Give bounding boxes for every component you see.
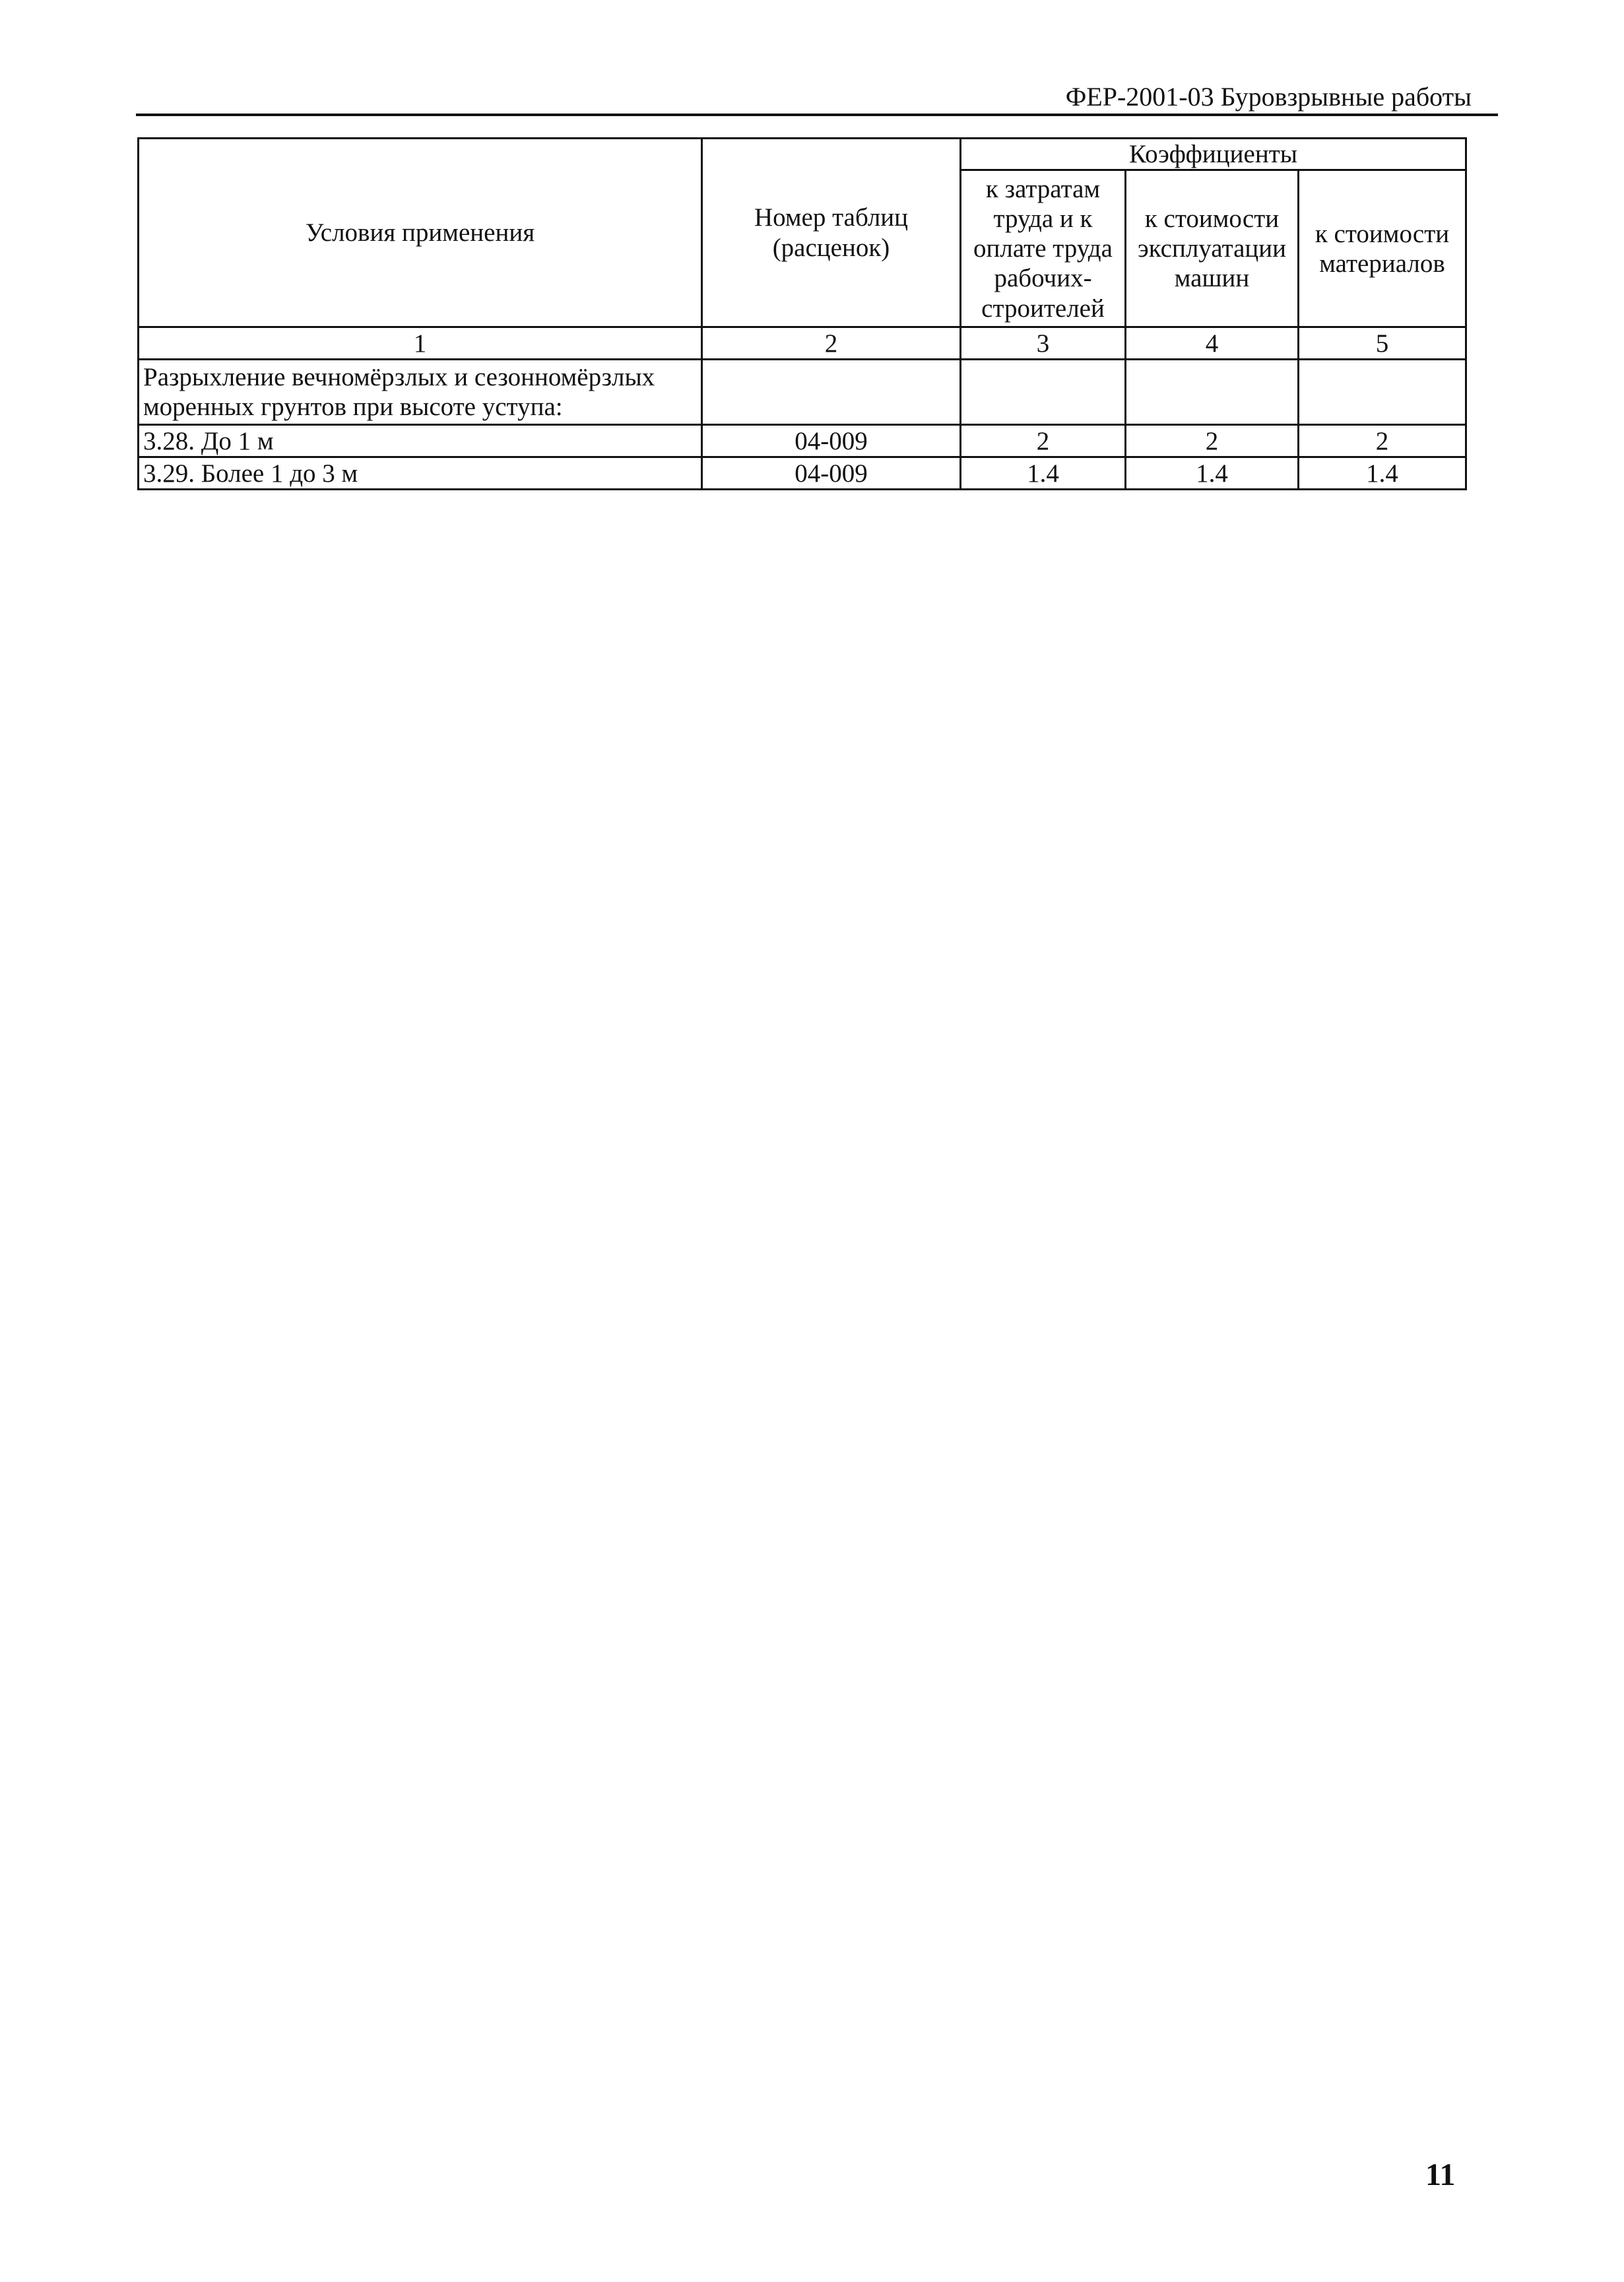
column-number-row: [139, 327, 1466, 360]
table-row: [139, 457, 1466, 490]
section-title: Разрыхление вечномёрзлых и сезонномёрзлых моренных грунтов при высоте уступа:: [139, 360, 702, 425]
empty-cell: [1299, 360, 1466, 425]
empty-cell: [702, 360, 961, 425]
condition-cell: 3.28. До 1 м: [139, 425, 702, 457]
labor-coefficient-cell: 1.4: [961, 457, 1126, 490]
table-number-cell: 04-009: [702, 457, 961, 490]
page-number: 11: [1425, 2157, 1456, 2192]
machines-coefficient-cell: 2: [1126, 425, 1299, 457]
table-header-row: [139, 139, 1466, 170]
column-number: 5: [1299, 327, 1466, 360]
header-table-number: Номер таблиц (расценок): [702, 139, 961, 327]
empty-cell: [961, 360, 1126, 425]
running-title: ФЕР-2001-03 Буровзрывные работы: [1065, 82, 1472, 112]
header-labor: к затратам труда и к оплате труда рабочих-строителей: [961, 170, 1126, 327]
coefficients-table: [137, 137, 1467, 490]
column-number: 2: [702, 327, 961, 360]
column-number: 3: [961, 327, 1126, 360]
header-materials: к стоимости материалов: [1299, 170, 1466, 327]
header-coefficients: Коэффициенты: [961, 139, 1466, 170]
column-number: 4: [1126, 327, 1299, 360]
coefficients-table-container: [137, 137, 1467, 490]
empty-cell: [1126, 360, 1299, 425]
column-number: 1: [139, 327, 702, 360]
materials-coefficient-cell: 2: [1299, 425, 1466, 457]
section-row: [139, 360, 1466, 425]
header-conditions: Условия применения: [139, 139, 702, 327]
table-row: [139, 425, 1466, 457]
running-header: [136, 77, 1498, 116]
labor-coefficient-cell: 2: [961, 425, 1126, 457]
machines-coefficient-cell: 1.4: [1126, 457, 1299, 490]
materials-coefficient-cell: 1.4: [1299, 457, 1466, 490]
header-machines: к стоимости эксплуатации машин: [1126, 170, 1299, 327]
table-number-cell: 04-009: [702, 425, 961, 457]
condition-cell: 3.29. Более 1 до 3 м: [139, 457, 702, 490]
